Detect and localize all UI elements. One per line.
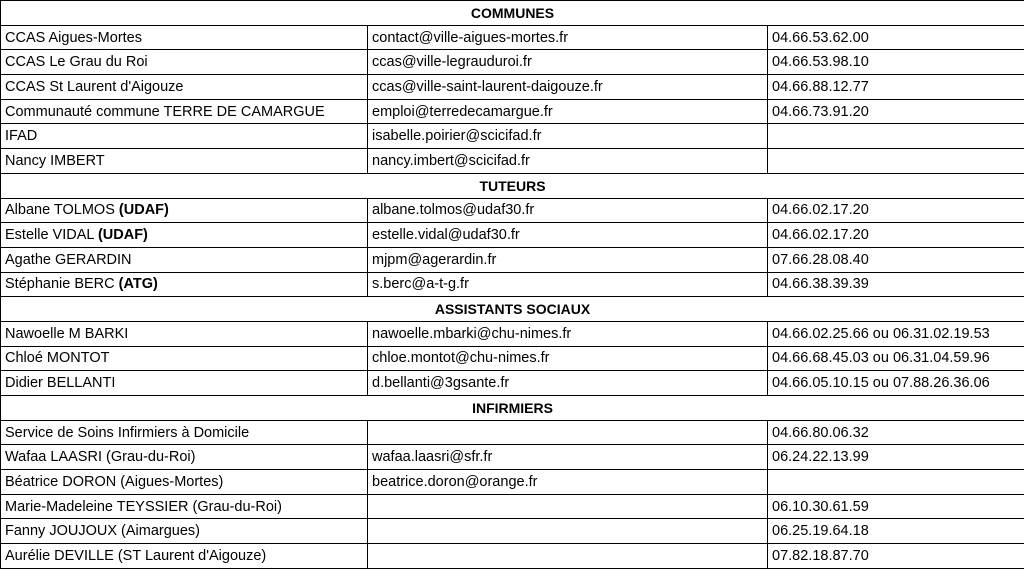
table-row [1, 346, 1024, 371]
table-row [1, 321, 1024, 346]
contact-email: d.bellanti@3gsante.fr [368, 371, 768, 396]
contact-email: mjpm@agerardin.fr [368, 247, 768, 272]
section-title: TUTEURS [1, 173, 1024, 198]
table-row [1, 247, 1024, 272]
section-header-row [1, 297, 1024, 322]
contact-name: CCAS Aigues-Mortes [5, 29, 142, 46]
contact-phone: 07.82.18.87.70 [768, 544, 1024, 569]
contact-phone: 04.66.73.91.20 [768, 99, 1024, 124]
contact-name-cell [1, 371, 368, 396]
contact-name: Albane TOLMOS [5, 202, 119, 219]
section-header-row [1, 1, 1024, 26]
contact-name-cell [1, 321, 368, 346]
contact-organization: (UDAF) [97, 227, 148, 244]
contact-name: Aurélie DEVILLE (ST Laurent d'Aigouze) [5, 547, 267, 564]
contacts-table-body [1, 1, 1024, 569]
contact-phone: 06.24.22.13.99 [768, 445, 1024, 470]
contact-name: Marie-Madeleine TEYSSIER (Grau-du-Roi) [5, 498, 282, 515]
table-row [1, 272, 1024, 297]
table-row [1, 99, 1024, 124]
contact-name-cell [1, 445, 368, 470]
contact-email: ccas@ville-saint-laurent-daigouze.fr [368, 75, 768, 100]
table-row [1, 371, 1024, 396]
table-row [1, 445, 1024, 470]
contact-email: albane.tolmos@udaf30.fr [368, 198, 768, 223]
table-row [1, 149, 1024, 174]
contact-phone: 04.66.53.98.10 [768, 50, 1024, 75]
contact-phone: 07.66.28.08.40 [768, 247, 1024, 272]
table-row [1, 75, 1024, 100]
contact-phone: 04.66.68.45.03 ou 06.31.04.59.96 [768, 346, 1024, 371]
section-header-row [1, 396, 1024, 421]
contact-name: Nawoelle M BARKI [5, 325, 129, 342]
contact-name-cell [1, 470, 368, 495]
contact-phone: 04.66.02.17.20 [768, 223, 1024, 248]
table-row [1, 470, 1024, 495]
contact-name-cell [1, 420, 368, 445]
contact-email [368, 494, 768, 519]
contact-name: Service de Soins Infirmiers à Domicile [5, 424, 250, 441]
contact-phone: 04.66.88.12.77 [768, 75, 1024, 100]
table-row [1, 25, 1024, 50]
contact-phone: 06.25.19.64.18 [768, 519, 1024, 544]
section-title: ASSISTANTS SOCIAUX [1, 297, 1024, 322]
contact-email: estelle.vidal@udaf30.fr [368, 223, 768, 248]
contact-phone [768, 124, 1024, 149]
contact-name: Wafaa LAASRI (Grau-du-Roi) [5, 449, 196, 466]
contact-name: IFAD [5, 128, 38, 145]
contact-name-cell [1, 544, 368, 569]
contact-email: emploi@terredecamargue.fr [368, 99, 768, 124]
contact-name-cell [1, 272, 368, 297]
contact-name-cell [1, 75, 368, 100]
contact-email [368, 544, 768, 569]
table-row [1, 519, 1024, 544]
table-row [1, 50, 1024, 75]
contact-name-cell [1, 198, 368, 223]
contact-name: Estelle VIDAL [5, 227, 98, 244]
contact-name-cell [1, 223, 368, 248]
contact-name-cell [1, 519, 368, 544]
contact-name: Béatrice DORON (Aigues-Mortes) [5, 473, 224, 490]
contact-phone: 06.10.30.61.59 [768, 494, 1024, 519]
contact-name-cell [1, 25, 368, 50]
section-header-row [1, 173, 1024, 198]
contact-email: beatrice.doron@orange.fr [368, 470, 768, 495]
contact-name: CCAS St Laurent d'Aigouze [5, 78, 184, 95]
contact-phone: 04.66.05.10.15 ou 07.88.26.36.06 [768, 371, 1024, 396]
contact-name: Communauté commune TERRE DE CAMARGUE [5, 103, 325, 120]
contact-name-cell [1, 247, 368, 272]
contact-email: isabelle.poirier@scicifad.fr [368, 124, 768, 149]
table-row [1, 494, 1024, 519]
contact-name: Fanny JOUJOUX (Aimargues) [5, 523, 200, 540]
table-row [1, 124, 1024, 149]
section-title: COMMUNES [1, 1, 1024, 26]
contact-organization: (ATG) [118, 276, 158, 293]
contact-name: Agathe GERARDIN [5, 251, 132, 268]
contact-email: s.berc@a-t-g.fr [368, 272, 768, 297]
contact-phone [768, 149, 1024, 174]
table-row [1, 198, 1024, 223]
table-row [1, 544, 1024, 569]
contact-name-cell [1, 494, 368, 519]
contact-phone: 04.66.02.25.66 ou 06.31.02.19.53 [768, 321, 1024, 346]
contact-name: Didier BELLANTI [5, 375, 116, 392]
contact-email: contact@ville-aigues-mortes.fr [368, 25, 768, 50]
contact-email: ccas@ville-legrauduroi.fr [368, 50, 768, 75]
section-title: INFIRMIERS [1, 396, 1024, 421]
contact-name-cell [1, 99, 368, 124]
contact-name-cell [1, 149, 368, 174]
contact-organization: (UDAF) [118, 202, 169, 219]
contact-name-cell [1, 124, 368, 149]
contact-email: nancy.imbert@scicifad.fr [368, 149, 768, 174]
contact-email: chloe.montot@chu-nimes.fr [368, 346, 768, 371]
contact-name-cell [1, 346, 368, 371]
contact-phone [768, 470, 1024, 495]
contact-phone: 04.66.38.39.39 [768, 272, 1024, 297]
contact-name: Chloé MONTOT [5, 350, 110, 367]
contact-phone: 04.66.80.06.32 [768, 420, 1024, 445]
contact-email [368, 420, 768, 445]
contact-name: Stéphanie BERC [5, 276, 119, 293]
contact-email: nawoelle.mbarki@chu-nimes.fr [368, 321, 768, 346]
contact-phone: 04.66.02.17.20 [768, 198, 1024, 223]
contact-phone: 04.66.53.62.00 [768, 25, 1024, 50]
table-row [1, 223, 1024, 248]
table-row [1, 420, 1024, 445]
contact-email: wafaa.laasri@sfr.fr [368, 445, 768, 470]
contact-name: CCAS Le Grau du Roi [5, 54, 148, 71]
contact-email [368, 519, 768, 544]
contact-name-cell [1, 50, 368, 75]
contact-name: Nancy IMBERT [5, 152, 105, 169]
